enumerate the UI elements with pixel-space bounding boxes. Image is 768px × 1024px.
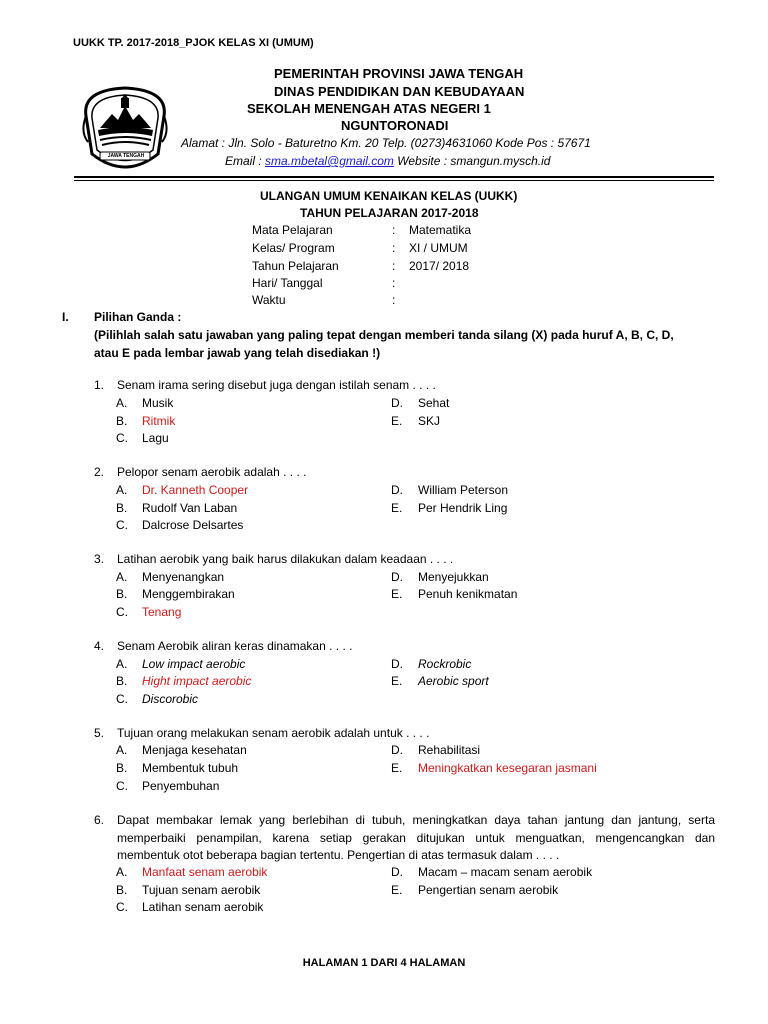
school-address: Alamat : Jln. Solo - Baturetno Km. 20 Telp. (0273)4631060 Kode Pos : 57671: [181, 136, 591, 150]
header-line-1: PEMERINTAH PROVINSI JAWA TENGAH: [274, 66, 524, 81]
option-d: Macam – macam senam aerobik: [418, 865, 593, 879]
info-label-date: Hari/ Tanggal: [252, 276, 323, 290]
option-d: Sehat: [418, 396, 450, 410]
question-text: Senam Aerobik aliran keras dinamakan . . . .: [117, 639, 353, 653]
option-letter-c: C.: [116, 431, 128, 445]
option-d: Rehabilitasi: [418, 743, 481, 757]
option-letter-c: C.: [116, 900, 128, 914]
exam-year-title: TAHUN PELAJARAN 2017-2018: [300, 206, 479, 220]
question-number: 5.: [94, 726, 105, 740]
option-e: Penuh kenikmatan: [418, 587, 518, 601]
option-b: Rudolf Van Laban: [142, 501, 238, 515]
question-text: Tujuan orang melakukan senam aerobik adalah untuk . . . .: [117, 726, 430, 740]
option-e-answer: Meningkatkan kesegaran jasmani: [418, 761, 597, 775]
exam-title: ULANGAN UMUM KENAIKAN KELAS (UUKK): [260, 189, 518, 203]
header-line-2: DINAS PENDIDIKAN DAN KEBUDAYAAN: [274, 84, 525, 99]
question-number: 6.: [94, 813, 105, 827]
option-c: Dalcrose Delsartes: [142, 518, 244, 532]
info-label-class: Kelas/ Program: [252, 241, 335, 255]
option-letter-a: A.: [116, 657, 128, 671]
option-letter-d: D.: [391, 396, 403, 410]
option-letter-d: D.: [391, 570, 403, 584]
logo-ribbon-text: JAWA TENGAH: [107, 153, 145, 159]
option-letter-d: D.: [391, 483, 403, 497]
info-label-subject: Mata Pelajaran: [252, 223, 333, 237]
option-e: Pengertian senam aerobik: [418, 883, 559, 897]
option-a-answer: Manfaat senam aerobik: [142, 865, 268, 879]
option-letter-a: A.: [116, 483, 128, 497]
document-code: UUKK TP. 2017-2018_PJOK KELAS XI (UMUM): [73, 37, 314, 49]
option-a: Menyenangkan: [142, 570, 225, 584]
email-label: Email :: [225, 154, 262, 168]
info-value-year: 2017/ 2018: [409, 259, 470, 273]
option-c: Lagu: [142, 431, 169, 445]
option-letter-c: C.: [116, 779, 128, 793]
info-label-year: Tahun Pelajaran: [252, 259, 339, 273]
info-value-subject: Matematika: [409, 223, 472, 237]
option-b: Tujuan senam aerobik: [142, 883, 261, 897]
question-text-line-2: memperbaiki penampilan, karena setiap gerakan ditujukan untuk menguatkan, mengencangkan dan: [117, 831, 715, 845]
option-letter-c: C.: [116, 605, 128, 619]
option-a: Musik: [142, 396, 174, 410]
province-logo: [78, 84, 173, 176]
option-e: Aerobic sport: [418, 674, 489, 688]
question-text-line-1: Dapat membakar lemak yang berlebihan di tubuh, meningkatkan daya tahan jantung dan jantung, serta: [117, 813, 715, 827]
option-letter-a: A.: [116, 396, 128, 410]
info-sep: :: [392, 293, 396, 307]
question-number: 1.: [94, 378, 105, 392]
contact-line: [225, 154, 550, 168]
header-line-3: SEKOLAH MENENGAH ATAS NEGERI 1: [247, 101, 491, 116]
option-letter-e: E.: [391, 883, 403, 897]
section-title: Pilihan Ganda :: [94, 310, 182, 324]
option-letter-e: E.: [391, 501, 403, 515]
question-text: Pelopor senam aerobik adalah . . . .: [117, 465, 307, 479]
option-letter-b: B.: [116, 674, 128, 688]
option-letter-d: D.: [391, 657, 403, 671]
option-c-answer: Tenang: [142, 605, 182, 619]
option-d: Menyejukkan: [418, 570, 489, 584]
option-e: Per Hendrik Ling: [418, 501, 508, 515]
option-letter-c: C.: [116, 692, 128, 706]
option-letter-d: D.: [391, 743, 403, 757]
website-text: Website : smangun.mysch.id: [397, 154, 551, 168]
option-letter-b: B.: [116, 414, 128, 428]
option-e: SKJ: [418, 414, 441, 428]
option-letter-e: E.: [391, 587, 403, 601]
option-letter-e: E.: [391, 674, 403, 688]
section-instruction-2: atau E pada lembar jawab yang telah disediakan !): [94, 346, 381, 360]
option-letter-d: D.: [391, 865, 403, 879]
info-sep: :: [392, 223, 396, 237]
header-rule-thick: [74, 176, 714, 178]
info-sep: :: [392, 259, 396, 273]
question-text: Latihan aerobik yang baik harus dilakukan dalam keadaan . . . .: [117, 552, 454, 566]
option-letter-b: B.: [116, 883, 128, 897]
question-number: 4.: [94, 639, 105, 653]
option-letter-c: C.: [116, 518, 128, 532]
option-c: Latihan senam aerobik: [142, 900, 264, 914]
option-letter-a: A.: [116, 743, 128, 757]
option-d: Rockrobic: [418, 657, 472, 671]
page-footer: HALAMAN 1 DARI 4 HALAMAN: [302, 957, 466, 969]
option-b-answer: Hight impact aerobic: [142, 674, 252, 688]
option-a-answer: Dr. Kanneth Cooper: [142, 483, 249, 497]
option-a: Menjaga kesehatan: [142, 743, 247, 757]
header-line-4: NGUNTORONADI: [341, 118, 449, 133]
option-b: Menggembirakan: [142, 587, 235, 601]
info-label-time: Waktu: [252, 293, 286, 307]
option-letter-a: A.: [116, 865, 128, 879]
question-text-line-3: membentuk otot beberapa bagian tertentu. Pengertian di atas termasuk dalam . . . .: [117, 848, 560, 862]
section-number: I.: [62, 310, 69, 324]
question-number: 3.: [94, 552, 105, 566]
question-text: Senam irama sering disebut juga dengan istilah senam . . . .: [117, 378, 436, 392]
header-rule-thin: [74, 180, 714, 181]
option-c: Discorobic: [142, 692, 199, 706]
option-b: Membentuk tubuh: [142, 761, 239, 775]
option-letter-e: E.: [391, 414, 403, 428]
option-c: Penyembuhan: [142, 779, 220, 793]
option-letter-a: A.: [116, 570, 128, 584]
option-a: Low impact aerobic: [142, 657, 246, 671]
option-b-answer: Ritmik: [142, 414, 176, 428]
email-link[interactable]: sma.mbetal@gmail.com: [265, 154, 394, 168]
info-value-class: XI / UMUM: [409, 241, 468, 255]
option-d: William Peterson: [418, 483, 509, 497]
option-letter-e: E.: [391, 761, 403, 775]
option-letter-b: B.: [116, 587, 128, 601]
section-instruction-1: (Pilihlah salah satu jawaban yang paling tepat dengan memberi tanda silang (X) pada huruf A, B, C, D,: [94, 328, 674, 342]
info-sep: :: [392, 241, 396, 255]
option-letter-b: B.: [116, 501, 128, 515]
question-number: 2.: [94, 465, 105, 479]
option-letter-b: B.: [116, 761, 128, 775]
info-sep: :: [392, 276, 396, 290]
